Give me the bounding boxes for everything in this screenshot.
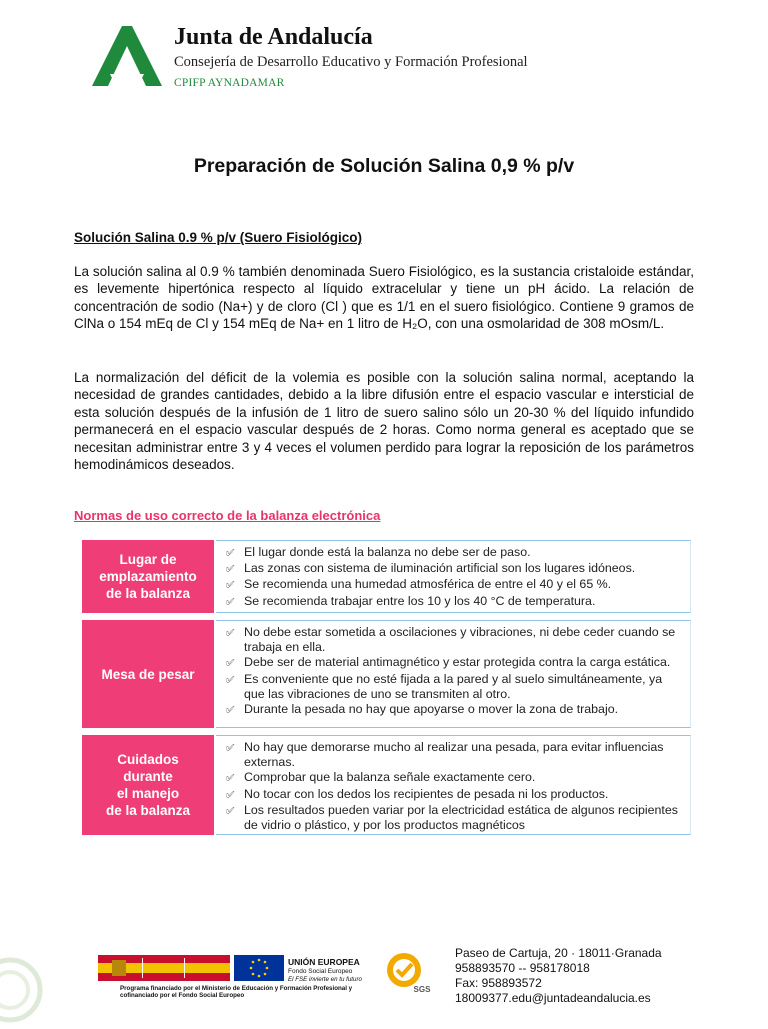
list-item bbox=[226, 770, 684, 786]
section-title: Solución Salina 0.9 % p/v (Suero Fisiológico) bbox=[74, 230, 363, 245]
check-icon: ✅︎ bbox=[226, 789, 235, 801]
row-label-line: Lugar de bbox=[119, 552, 177, 567]
sgs-label: SGS bbox=[413, 985, 431, 994]
paragraph-1: La solución salina al 0.9 % también denominada Suero Fisiológico, es la sustancia cristaloide estándar, es levemente hipertónica respecto al líquido extracelular y tiene un pH ácido. La relación de concentración de sodio (Na+) y de cloro (Cl ) que es 1/1 en el suero fisiológico. Contiene 9 gramos de ClNa o 154 mEq de Cl y 154 mEq de Na+ en 1 litro de H₂O, con una osmolaridad de 308 mOsm/L. bbox=[74, 264, 694, 332]
org-name: Junta de Andalucía bbox=[174, 24, 373, 50]
row-label-line: durante bbox=[123, 769, 173, 784]
norms-row bbox=[82, 735, 691, 835]
program-note-line-1: Programa financiado por el Ministerio de Educación y Formación Profesional y bbox=[120, 985, 353, 992]
row-label-line: el manejo bbox=[116, 786, 180, 801]
list-item bbox=[226, 655, 684, 671]
check-icon: ✅︎ bbox=[226, 805, 235, 817]
check-icon: ✅︎ bbox=[226, 628, 235, 639]
check-icon: ✅︎ bbox=[226, 674, 235, 686]
department-name: Consejería de Desarrollo Educativo y Formación Profesional bbox=[174, 54, 528, 70]
check-icon: ✅︎ bbox=[226, 596, 235, 608]
address: Paseo de Cartuja, 20 · 18011·Granada bbox=[455, 946, 662, 960]
item-text: Durante la pesada no hay que apoyarse o mover la zona de trabajo. bbox=[244, 702, 619, 717]
list-item bbox=[226, 594, 684, 610]
paragraph-2: La normalización del déficit de la volemia es posible con la solución salina normal, aceptando la necesidad de grandes cantidades, debido a la libre difusión entre el espacio vascular e intersticial de esta solución después de la infusión de 1 litro de suero salino sólo un 20-30 % del líquido infundido permanecerá en el espacio vascular después de 2 horas. Como norma general es aceptado que se necesitan administrar entre 3 y 4 veces el volumen perdido para lograr la reposición de los parámetros hemodinámicos deseados. bbox=[74, 370, 694, 473]
row-label bbox=[82, 735, 214, 835]
norms-row bbox=[82, 620, 691, 728]
check-icon: ✅︎ bbox=[226, 548, 235, 559]
check-icon: ✅︎ bbox=[226, 580, 235, 592]
list-item bbox=[226, 803, 684, 833]
row-label-line: de la balanza bbox=[105, 803, 191, 818]
eu-motto: El FSE invierte en tu futuro bbox=[288, 976, 362, 983]
row-content bbox=[216, 540, 691, 613]
check-icon: ✅︎ bbox=[226, 705, 235, 717]
list-item bbox=[226, 625, 684, 655]
program-note-line-2: cofinanciado por el Fondo Social Europeo bbox=[120, 992, 245, 999]
row-label bbox=[82, 540, 214, 613]
list-item bbox=[226, 561, 684, 577]
row-label bbox=[82, 620, 214, 728]
email-address[interactable]: 18009377.edu@juntadeandalucia.es bbox=[455, 991, 651, 1005]
check-icon: ✅︎ bbox=[226, 743, 235, 754]
check-icon: ✅︎ bbox=[226, 658, 235, 670]
eu-title: UNIÓN EUROPEA bbox=[288, 957, 360, 967]
item-text: No tocar con los dedos los recipientes de pesada ni los productos. bbox=[244, 786, 609, 801]
item-text: No debe estar sometida a oscilaciones y vibraciones, ni debe ceder cuando se trabaja en ella. bbox=[244, 625, 676, 655]
row-label-line: de la balanza bbox=[105, 586, 191, 601]
norms-title: Normas de uso correcto de la balanza electrónica bbox=[74, 508, 381, 523]
row-label-line: Mesa de pesar bbox=[101, 666, 195, 682]
list-item bbox=[226, 672, 684, 702]
item-text: Debe ser de material antimagnético y estar protegida contra la carga estática. bbox=[244, 655, 671, 670]
phone-numbers: 958893570 -- 958178018 bbox=[455, 961, 590, 975]
check-icon: ✅︎ bbox=[226, 564, 235, 576]
document-title: Preparación de Solución Salina 0,9 % p/v bbox=[193, 155, 575, 177]
list-item bbox=[226, 577, 684, 593]
junta-logo bbox=[88, 24, 164, 88]
item-text: Los resultados pueden variar por la electricidad estática de algunos recipientes de vidrio o plástico, y por los productos magnéticos bbox=[244, 802, 678, 833]
item-text: El lugar donde está la balanza no debe ser de paso. bbox=[244, 545, 531, 559]
row-label-line: Cuidados bbox=[117, 752, 179, 767]
ministry-logo bbox=[98, 955, 230, 981]
fax-number: Fax: 958893572 bbox=[455, 976, 542, 990]
item-text: Es conveniente que no esté fijada a la pared y al suelo simultáneamente, ya que las vibraciones de uno se transmiten al otro. bbox=[244, 671, 663, 701]
row-content bbox=[216, 735, 691, 835]
norms-table bbox=[82, 540, 691, 836]
item-text: Se recomienda trabajar entre los 10 y los 40 °C de temperatura. bbox=[244, 593, 596, 608]
item-text: Se recomienda una humedad atmosférica de entre el 40 y el 65 %. bbox=[244, 577, 612, 592]
item-text: Comprobar que la balanza señale exactamente cero. bbox=[244, 770, 536, 785]
list-item bbox=[226, 702, 684, 718]
list-item bbox=[226, 787, 684, 803]
eu-flag-icon bbox=[234, 955, 284, 981]
item-text: Las zonas con sistema de iluminación artificial son los lugares idóneos. bbox=[244, 561, 636, 576]
row-content bbox=[216, 620, 691, 728]
center-name: CPIFP AYNADAMAR bbox=[174, 77, 285, 89]
watermark-emblem bbox=[0, 930, 44, 1024]
sgs-certification-logo bbox=[384, 950, 432, 996]
norms-row bbox=[82, 540, 691, 613]
list-item bbox=[226, 545, 684, 561]
check-icon: ✅︎ bbox=[226, 773, 235, 785]
eu-fund: Fondo Social Europeo bbox=[288, 968, 353, 975]
item-text: No hay que demorarse mucho al realizar una pesada, para evitar influencias externas. bbox=[244, 740, 664, 770]
row-label-line: emplazamiento bbox=[99, 569, 197, 584]
list-item bbox=[226, 740, 684, 770]
